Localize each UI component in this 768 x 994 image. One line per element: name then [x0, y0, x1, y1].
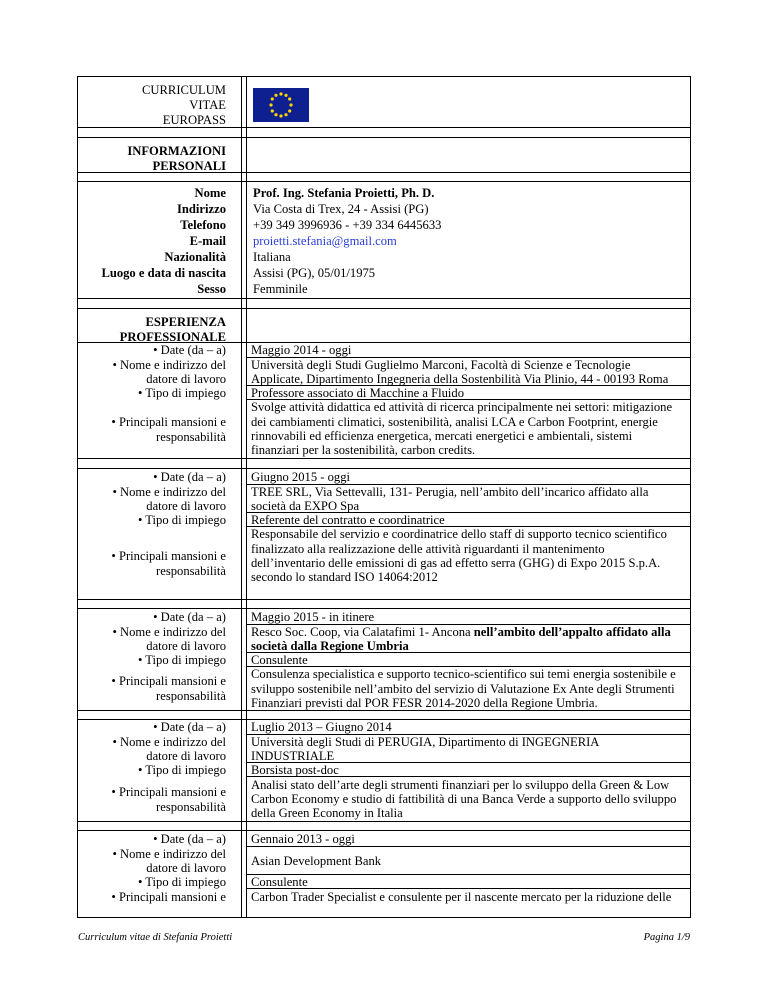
address-value: Via Costa di Trex, 24 - Assisi (PG)	[253, 202, 429, 216]
eu-flag-icon	[253, 88, 309, 122]
nationality-value: Italiana	[253, 250, 291, 264]
email-link[interactable]: proietti.stefania@gmail.com	[253, 234, 397, 248]
footer-page-number: Pagina 1/9	[643, 932, 690, 943]
name-value: Prof. Ing. Stefania Proietti, Ph. D.	[253, 186, 435, 200]
footer-left: Curriculum vitae di Stefania Proietti	[78, 932, 233, 943]
birth-value: Assisi (PG), 05/01/1975	[253, 266, 376, 280]
phone-value: +39 349 3996936 - +39 334 6445633	[253, 218, 442, 232]
sex-value: Femminile	[253, 282, 308, 296]
